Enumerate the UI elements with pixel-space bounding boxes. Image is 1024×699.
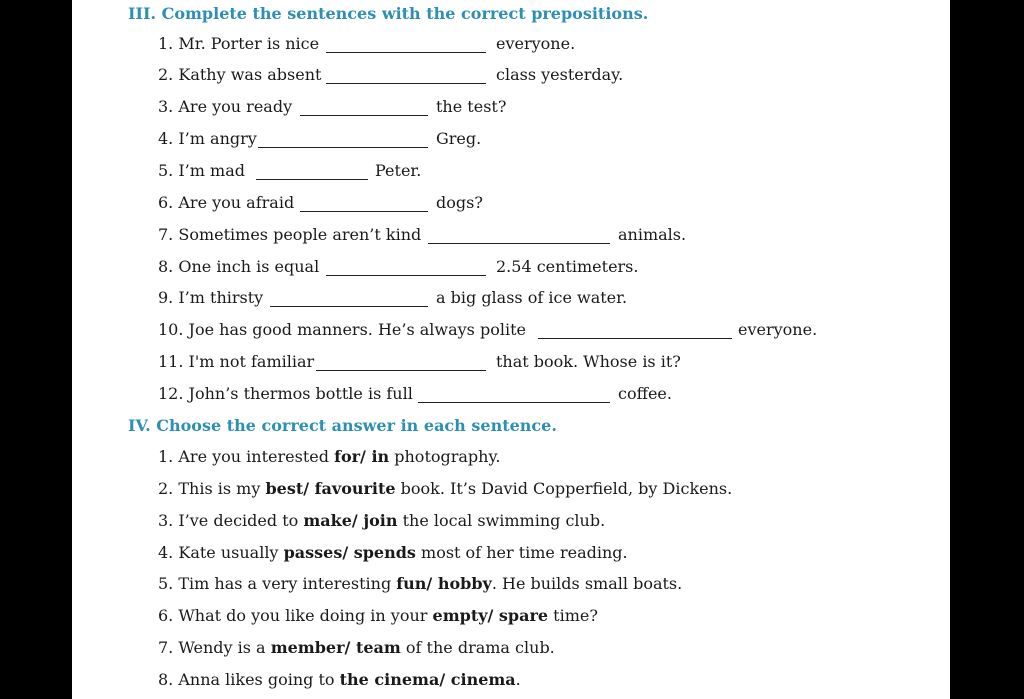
answer-choice[interactable]: passes/ spends [283, 543, 416, 562]
answer-choice[interactable]: member/ team [270, 638, 401, 657]
sentence-end: dogs? [436, 193, 483, 212]
list-item: 6. Are you afraid [158, 193, 295, 212]
section-4-heading: IV. Choose the correct answer in each sentence. [128, 416, 557, 435]
answer-blank[interactable] [326, 52, 486, 53]
worksheet-page [72, 0, 950, 699]
answer-blank[interactable] [538, 338, 732, 339]
answer-blank[interactable] [258, 147, 428, 148]
answer-choice[interactable]: the cinema/ cinema [339, 670, 516, 689]
answer-blank[interactable] [428, 243, 610, 244]
section-3-heading: III. Complete the sentences with the correct prepositions. [128, 4, 649, 23]
sentence-end: a big glass of ice water. [436, 288, 628, 307]
list-item: 10. Joe has good manners. He’s always polite [158, 320, 526, 339]
list-item: 8. One inch is equal [158, 257, 320, 276]
sentence-end: that book. Whose is it? [496, 352, 681, 371]
list-item: 11. I'm not familiar [158, 352, 315, 371]
list-item: 6. What do you like doing in your empty/ spare time? [158, 606, 598, 625]
sentence-end: everyone. [738, 320, 818, 339]
answer-blank[interactable] [316, 370, 486, 371]
answer-blank[interactable] [256, 179, 368, 180]
list-item: 4. Kate usually passes/ spends most of her time reading. [158, 543, 628, 562]
list-item: 7. Sometimes people aren’t kind [158, 225, 422, 244]
sentence-end: Peter. [375, 161, 422, 180]
answer-blank[interactable] [300, 115, 428, 116]
list-item: 5. Tim has a very interesting fun/ hobby. He builds small boats. [158, 574, 683, 593]
sentence-end: class yesterday. [496, 65, 624, 84]
answer-blank[interactable] [418, 402, 610, 403]
list-item: 2. Kathy was absent [158, 65, 322, 84]
sentence-end: 2.54 centimeters. [496, 257, 639, 276]
sentence-end: everyone. [496, 34, 576, 53]
answer-blank[interactable] [326, 275, 486, 276]
list-item: 2. This is my best/ favourite book. It’s David Copperfield, by Dickens. [158, 479, 733, 498]
list-item: 12. John’s thermos bottle is full [158, 384, 413, 403]
list-item: 1. Mr. Porter is nice [158, 34, 320, 53]
list-item: 8. Anna likes going to the cinema/ cinema. [158, 670, 521, 689]
answer-choice[interactable]: for/ in [334, 447, 390, 466]
sentence-end: animals. [618, 225, 687, 244]
list-item: 5. I’m mad [158, 161, 245, 180]
answer-choice[interactable]: make/ join [303, 511, 398, 530]
list-item: 7. Wendy is a member/ team of the drama club. [158, 638, 555, 657]
list-item: 4. I’m angry [158, 129, 257, 148]
sentence-end: Greg. [436, 129, 482, 148]
answer-blank[interactable] [300, 211, 428, 212]
answer-choice[interactable]: fun/ hobby [396, 574, 492, 593]
sentence-end: coffee. [618, 384, 672, 403]
answer-blank[interactable] [326, 83, 486, 84]
answer-blank[interactable] [270, 306, 428, 307]
list-item: 3. I’ve decided to make/ join the local swimming club. [158, 511, 606, 530]
answer-choice[interactable]: empty/ spare [432, 606, 549, 625]
list-item: 3. Are you ready [158, 97, 293, 116]
sentence-end: the test? [436, 97, 507, 116]
answer-choice[interactable]: best/ favourite [265, 479, 396, 498]
list-item: 9. I’m thirsty [158, 288, 264, 307]
list-item: 1. Are you interested for/ in photography. [158, 447, 501, 466]
